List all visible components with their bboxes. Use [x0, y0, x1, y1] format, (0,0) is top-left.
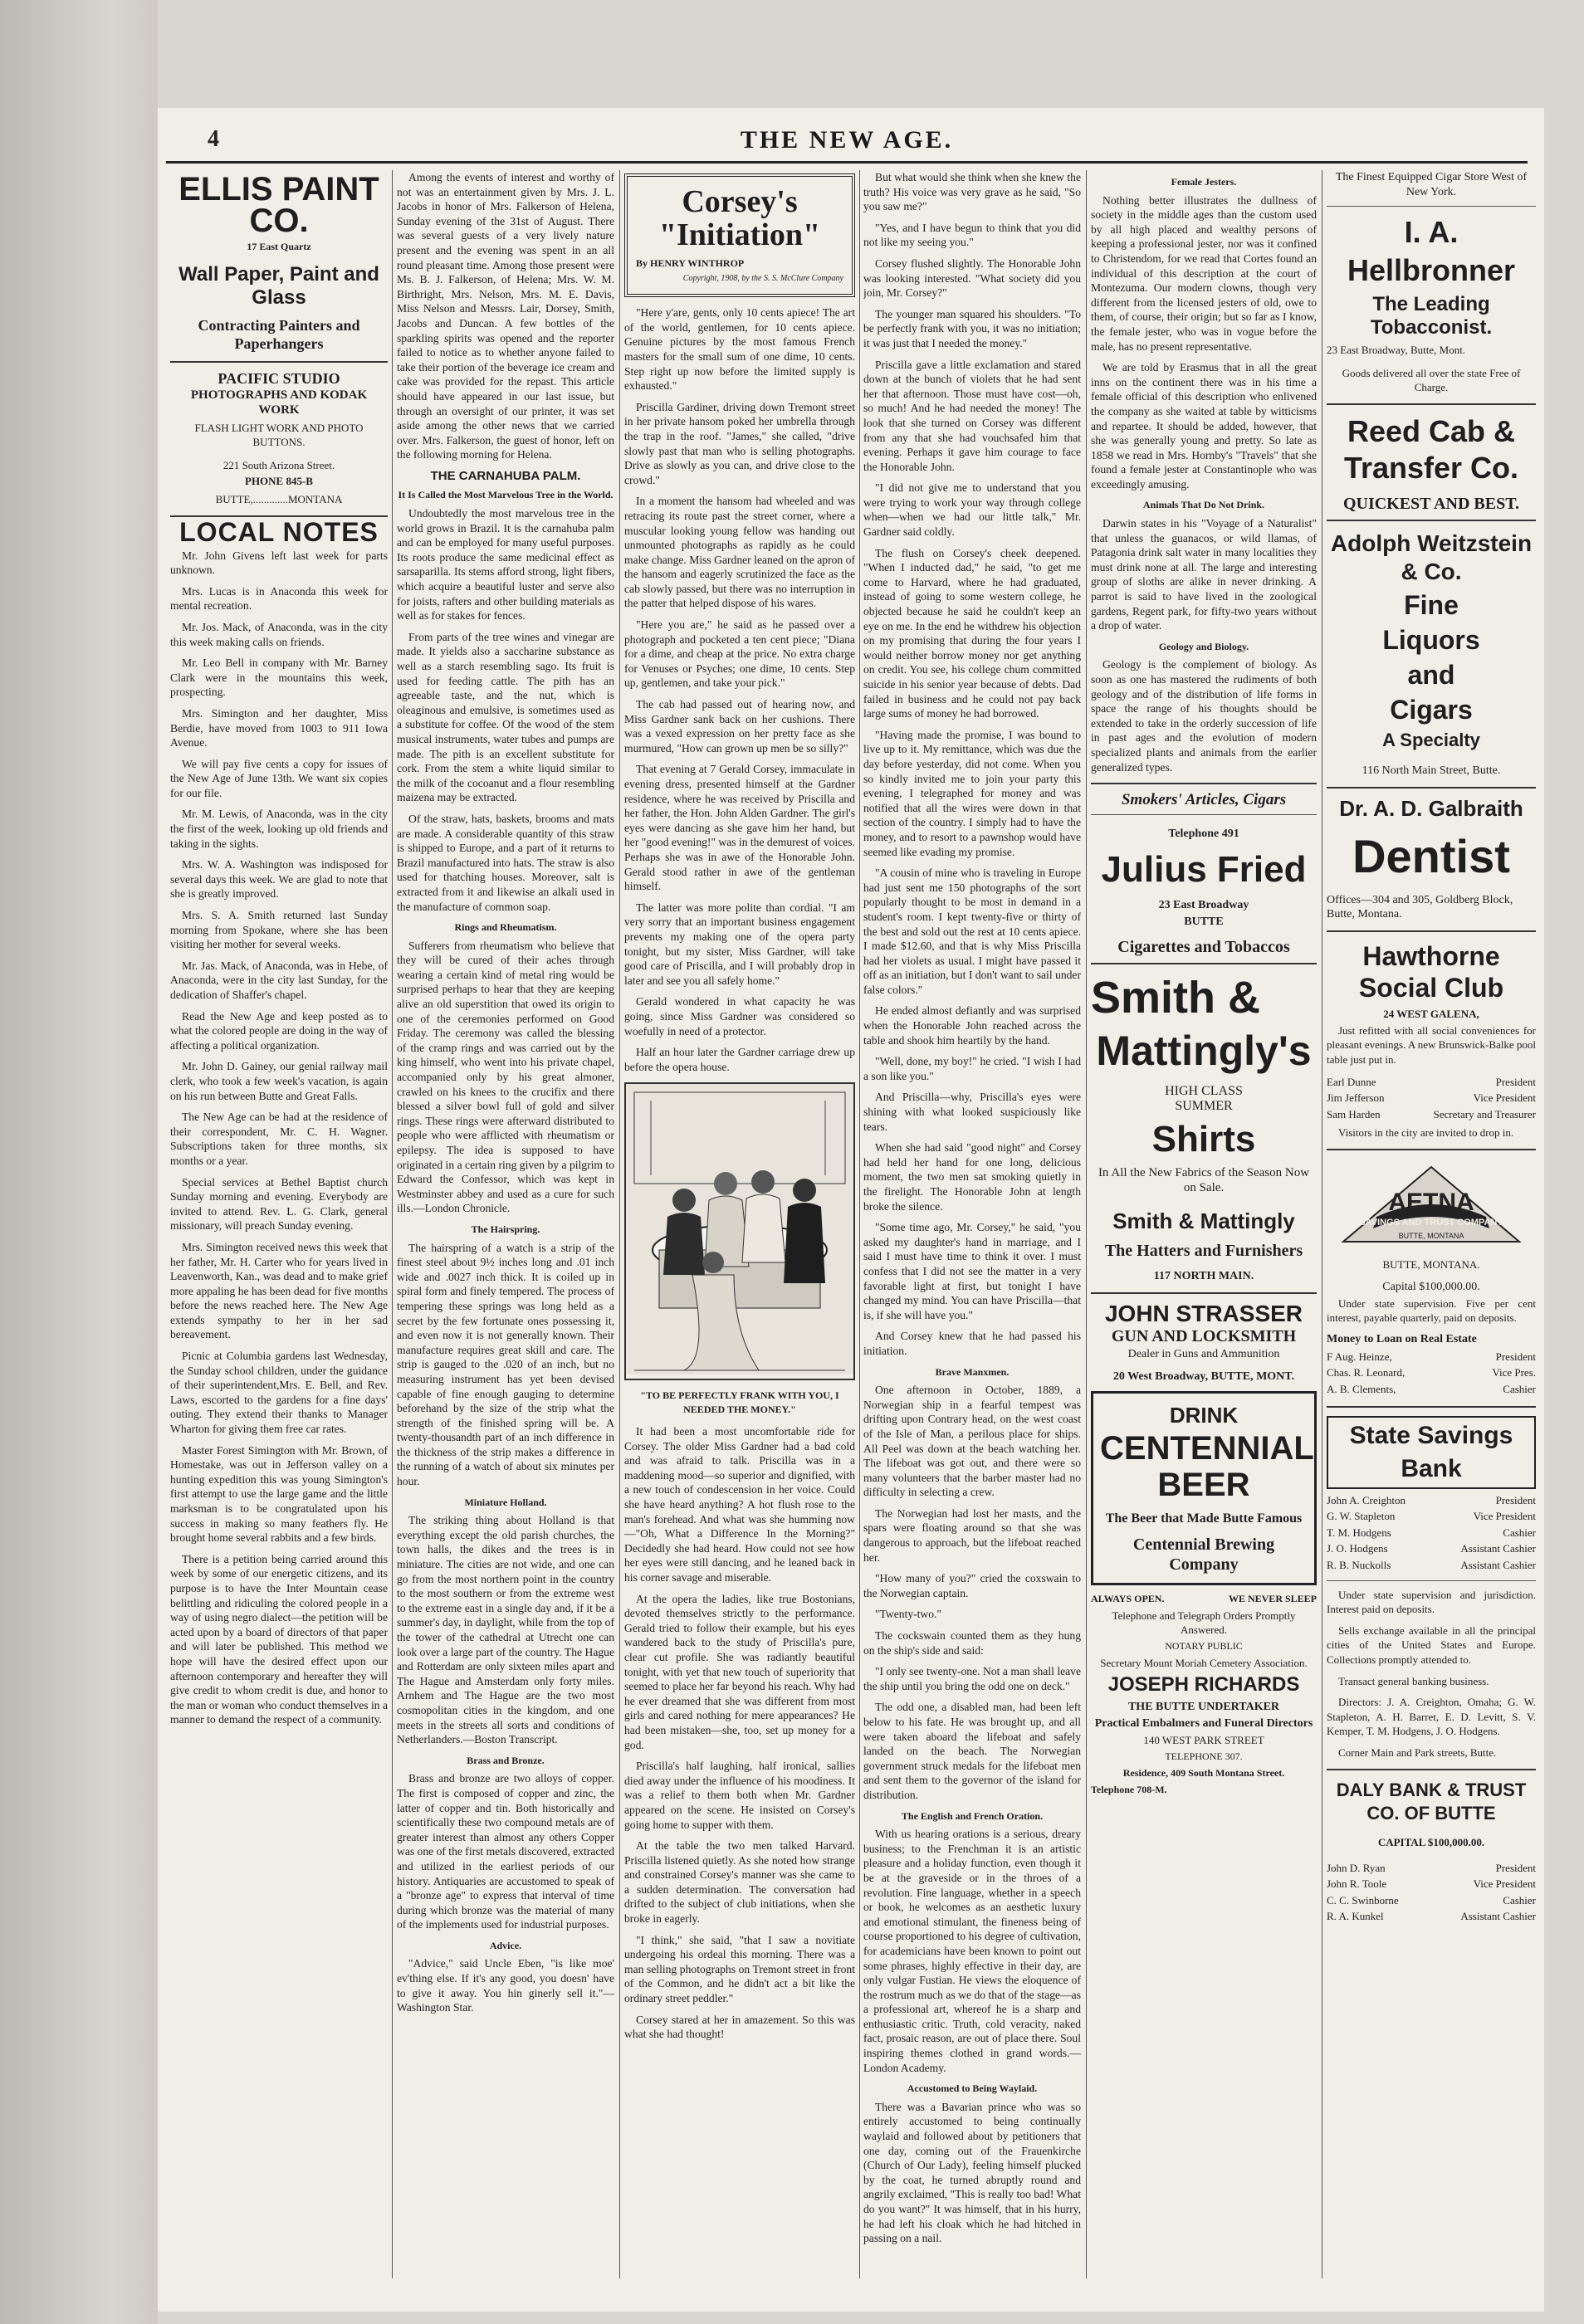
ad-line: Fine [1404, 589, 1459, 620]
aetna-trust-ad [1327, 1159, 1536, 1398]
paragraph: The cockswain counted them as they hung on the ship's side and said: [863, 1629, 1081, 1657]
paragraph: Undoubtedly the most marvelous tree in the world grows in Brazil. It is the carnahuba palm and can be employed for many useful purposes. Its roots produce the same medicinal effect as sarsaparilla. Its stems afford strong, light fibers, which acquire a beautiful luster and serve also for joists, rafters and other building materials as well as for stakes for fences. [397, 507, 614, 622]
daly-bank-ad [1327, 1779, 1536, 1925]
paragraph: Master Forest Simington with Mr. Brown, of Homestake, was out in Jefferson valley on a hunting expedition this was young Simington's first attempt to use the large game and the little marksman is to be congratulated upon his success in making so many feathers fly. He brought home several rabbits and a few birds. [170, 1443, 388, 1545]
copyright: Copyright, 1908, by the S. S. McClure Company [682, 273, 843, 283]
paragraph: Mr. Jas. Mack, of Anaconda, was in Hebe, of Anaconda, were in the city last Sunday, for the dedication of Shaffer's chapel. [170, 959, 388, 1001]
divider [1327, 1406, 1536, 1408]
ad-line: Goods delivered all over the state Free of Charge. [1342, 366, 1521, 394]
paragraph: Mr. John D. Gainey, our genial railway mail clerk, who took a few week's vacation, is again on his run between Butte and Great Falls. [170, 1060, 388, 1102]
paragraph: One afternoon in October, 1889, a Norwegian ship in a fearful tempest was drifting upon Contrary head, on the west coast of the Isle of Man, a perilous place for ships. All Peel was down at the beach watching her. The lifeboat was got out, and there were so many volunteers that the barber master had no difficulty in selecting a crew. [863, 1384, 1081, 1499]
ad-line: The Hatters and Furnishers [1104, 1241, 1303, 1260]
paragraph: Under state supervision and jurisdiction. Interest paid on deposits. [1327, 1588, 1536, 1616]
paragraph: When she had said "good night" and Corsey had held her hand for one long, delicious moment, the two men sat smoking quietly in the firelight. The Honorable John at length broke the silence. [863, 1141, 1081, 1213]
ad-line: Centennial Brewing Company [1132, 1536, 1275, 1575]
paragraph: That evening at 7 Gerald Corsey, immaculate in evening dress, presented himself at the Gardner residence, where he was received by Priscilla and her father, the Hon. John Alden Gardner. The girl's eyes were dancing as she gave him her hand, but her "good evening!" was in the demurest of voices. Perhaps she was in awe of the Honorable John. Gerald stood rather in awe of the gentleman himself. [624, 763, 855, 893]
ad-line: Wall Paper, Paint and Glass [178, 262, 379, 309]
binding-edge [0, 0, 158, 2324]
paragraph: Visitors in the city are invited to drop in. [1338, 1126, 1514, 1140]
ad-title: Smith & Mattingly [1112, 1208, 1295, 1233]
column-6 [1327, 170, 1536, 2307]
article-title: Advice. [489, 1939, 522, 1951]
ad-address: 17 East Quartz [247, 241, 311, 252]
ad-line: Dentist [1352, 829, 1510, 882]
logo-text: AETNA [1388, 1188, 1474, 1216]
officer-title: Cashier [1503, 1893, 1536, 1907]
paragraph: At the table the two men talked Harvard. Priscilla listened quietly. As she noted how strange and constrained Corsey's manner was she came to a sudden determination. The conversation had drifted to the subject of club initiations, when she broke in eagerly. [624, 1839, 855, 1926]
ad-title: JOSEPH RICHARDS [1107, 1673, 1300, 1697]
galbraith-ad [1327, 797, 1536, 922]
dinner-table-illustration [626, 1084, 853, 1374]
article-title: Brave Manxmen. [935, 1365, 1010, 1378]
state-savings-ad [1327, 1416, 1536, 1760]
paragraph: There was a Bavarian prince who was so entirely accustomed to being continually waylaid and followed about by petitioners that one day, coming out of the Frauenkirche (Church of Our Lady), feeling himself plucked by the coat, he turned abruptly round and angrily exclaimed, "This is really too bad! What do you want?" It was himself, that in his hurry, he had left his cloak which he had hitched in passing on a nail. [863, 2100, 1081, 2245]
reed-cab-ad [1327, 413, 1536, 511]
officer-row [1327, 1349, 1536, 1365]
paragraph: "Twenty-two." [875, 1608, 941, 1621]
local-notes-heading: LOCAL NOTES [179, 516, 379, 547]
ad-title: Smith & [1091, 973, 1261, 1023]
paragraph: The New Age can be had at the residence of their correspondent, Mr. C. H. Wagner. Subscriptions taken for three months, six months or a year. [170, 1111, 388, 1167]
paragraph: With us hearing orations is a serious, dreary business; to the Frenchman it is an artistic pleasure and a holiday function, even though it be at the graveside or in the throes of a revolution. Fine language, whether in a speech or book, he welcomes as an aesthetic luxury and emotional stimulant, the fineness being of course proportioned to his degree of cultivation, for academicians have been known to point out some phrases, highly effective in their day, are only vulgar Fustian. He views the eloquence of the rostrum much as we do that of the stage—as a professional art, whereof he is a sharp and enthusiastic critic. Truth, cold veracity, naked fact, prosaic reason, are out of place there. Soul inspiring themes clothed in grand words.—London Academy. [863, 1828, 1081, 2074]
weitzstein-ad [1327, 530, 1536, 779]
article-title: Brass and Bronze. [467, 1754, 545, 1766]
paragraph: The striking thing about Holland is that everything except the old parish churches, the town halls, the dikes and the trees is in miniature. The cities are not wide, and one can go from the most northern point in the country to the most southern or from the extreme west to the extreme east in a single day and, if it be a summer's day, in daylight, while from the top of the tower of the cathedral at Utrecht one can look over a large part of the country. The Hague and Rotterdam are only sixteen miles apart and The Hague and Amsterdam only forty miles. Arnhem and The Hague are the two most cosmopolitan cities in the kingdom, and one meets in the streets all sorts and conditions of Netherlanders.—Boston Transcript. [397, 1514, 614, 1746]
paragraph: And Priscilla—why, Priscilla's eyes were shining with what looked suspiciously like tears. [863, 1091, 1081, 1133]
ad-address: 23 East Broadway, Butte, Mont. [1327, 344, 1466, 357]
paragraph: The odd one, a disabled man, had been left below to his fate. He was brought up, and all were taken aboard the lifeboat and safely landed on the beach. The Norwegian government struck medals for the lifeboat men and sent them to the governor of the island for distribution. [863, 1701, 1081, 1801]
ad-line: Secretary Mount Moriah Cemetery Association. [1100, 1656, 1308, 1669]
paragraph: "Yes, and I have begun to think that you did not like my seeing you." [863, 221, 1081, 249]
officer-title: President [1495, 1861, 1536, 1874]
column-3 [624, 170, 855, 2307]
officer-name: Chas. R. Leonard, [1327, 1366, 1406, 1379]
officer-title: Assistant Cashier [1460, 1910, 1536, 1923]
paragraph: It had been a most uncomfortable ride for Corsey. The older Miss Gardner had a bad cold and was afraid to talk. Priscilla was in a maddening mood—so superior and dignified, with a new touch of condescension in her voice. Could she have heard anything? A hot flush rose to the man's forehead. And what was she humming now—"Oh, What a Difference In the Morning?" Decidedly she had heard. How could not see how her eyes were still dancing, and he leaned back in his corner savage and miserable. [624, 1425, 855, 1584]
ad-line: A Specialty [1382, 729, 1480, 750]
logo-text: SAVINGS AND TRUST COMPANY [1359, 1217, 1503, 1228]
ad-line: SUMMER [1175, 1098, 1233, 1113]
paragraph: Directors: J. A. Creighton, Omaha; G. W. Stapleton, A. H. Barret, E. D. Levitt, S. V. Kemper, T. M. Hodgens, J. O. Hodgens. [1327, 1696, 1536, 1738]
ad-shirts: Shirts [1151, 1119, 1256, 1160]
paragraph: Among the events of interest and worthy of not was an entertainment given by Mrs. J. L. Jacobs in honor of Mrs. Falkerson of Helena, Sunday evening of the 31st of August. There was several guests of a very lively nature present and the evening was spent in an all round pleasant time. Among those present were Ms. B. J. Falkerson, of Helena; Mrs. W. M. Birthright, Mrs. Nelson, Mrs. M. E. Davis, Miss Nelson and Messrs. Lair, Dorsey, Smith, Jacobs and Duncan. A few bottles of the sparkling spirits was opened and the reporter failed to notice as to whether anyone failed to take their portion of the beverage ice cream and cake was provided for the repast. This article should have appeared in our last issue, but through an oversight of our printer, it was set aside among the other news that we carried over. Mrs. Falkerson, the guest of honor, left on the following morning for Helena. [397, 171, 614, 461]
ad-address: 116 North Main Street, Butte. [1362, 764, 1501, 777]
ad-title: CENTENNIAL BEER [1100, 1430, 1314, 1504]
officer-row [1327, 1876, 1536, 1892]
article-title: Rings and Rheumatism. [454, 921, 557, 934]
paragraph: Mrs. W. A. Washington was indisposed for several days this week. We are glad to note that she is greatly improved. [170, 858, 388, 901]
column-1 [170, 170, 388, 2307]
paragraph: Under state supervision. Five per cent interest, payable quarterly, paid on deposits. [1327, 1296, 1536, 1325]
ad-title: Mattingly's [1096, 1028, 1312, 1075]
ad-line: Offices—304 and 305, Goldberg Block, Butte, Montana. [1327, 893, 1513, 921]
paragraph: Half an hour later the Gardner carriage drew up before the opera house. [624, 1046, 855, 1073]
pacific-studio-ad [170, 371, 388, 507]
officer-row [1327, 1892, 1536, 1909]
paragraph: Transact general banking business. [1338, 1674, 1489, 1687]
paragraph: "How many of you?" cried the coxswain to the Norwegian captain. [863, 1572, 1081, 1599]
ad-address: 24 WEST GALENA, [1383, 1007, 1479, 1020]
column-4 [863, 170, 1081, 2307]
paragraph: We are told by Erasmus that in all the great inns on the continent there was in his time a female official of this description who enlivened the company as she waited at table by witticisms and repartee. It should be added, however, that she was generally young and pretty. So late as 1858 we read in Mrs. Hornby's "Travels" that she found a female jester at Constantinople who was exceedingly amusing. [1091, 361, 1317, 491]
article-title: Female Jesters. [1171, 176, 1237, 188]
john-strasser-ad [1091, 1302, 1317, 1385]
officer-name: F Aug. Heinze, [1327, 1350, 1392, 1363]
paragraph: Read the New Age and keep posted as to what the colored people are doing in the way of affecting a political organization. [170, 1009, 388, 1052]
divider [1327, 403, 1536, 405]
divider [1327, 1769, 1536, 1770]
officer-row [1327, 1090, 1536, 1106]
officer-name: C. C. Swinborne [1327, 1893, 1399, 1907]
smith-mattingly-ad [1091, 973, 1317, 1283]
article-title: Accustomed to Being Waylaid. [907, 2082, 1038, 2095]
paragraph: Mrs. Simington and her daughter, Miss Berdie, have moved from 1003 to 911 Iowa Avenue. [170, 706, 388, 749]
paragraph: Of the straw, hats, baskets, brooms and mats are made. A considerable quantity of this straw is shipped to Europe, and a part of it returns to Brazil manufactured into hats. The straw is also used for thatching houses. Moreover, salt is extracted from it and likewise an alkali used in the manufacture of common soap. [397, 812, 614, 913]
paragraph: The cab had passed out of hearing now, and Miss Gardner sank back on her cushions. There was a vexed expression on her pretty face as she murmured, "How can grown up men be so silly?" [624, 698, 855, 754]
paragraph: Geology is the complement of biology. As soon as one has mastered the rudiments of both geology and of the distribution of life forms in space the range of his thoughts should be extended to take in the orderly succession of life in past ages and the evolution of modern specialized plants and animals from the earlier generalized types. [1091, 658, 1317, 774]
officer-name: G. W. Stapleton [1327, 1510, 1396, 1523]
paragraph: Corsey flushed slightly. The Honorable John was looking interested. "What society did you join, Mr. Corsey?" [863, 256, 1081, 300]
column-rule [859, 170, 860, 2278]
article-title: Animals That Do Not Drink. [1142, 499, 1265, 511]
ad-line: Capital $100,000.00. [1382, 1281, 1480, 1294]
officer-name: John R. Toole [1327, 1877, 1387, 1891]
officer-name: J. O. Hodgens [1327, 1542, 1388, 1555]
paragraph: But what would she think when she knew the truth? His voice was very grave as he said, "So you saw me?" [863, 171, 1081, 213]
officer-name: John A. Creighton [1327, 1493, 1406, 1506]
story-title: "Initiation" [658, 217, 821, 252]
officer-row [1327, 1525, 1536, 1541]
article-title: The Hairspring. [471, 1223, 540, 1235]
paragraph: "Here you are," he said as he passed over a photograph and pocketed a ten cent piece; "Diana for a dime, and cheap at the price. No extra charge for Venuses or Psyches; one dime, 10 cents. Step up, gentlemen, and take your pick." [624, 618, 855, 690]
officer-name: Jim Jefferson [1327, 1091, 1385, 1105]
article-title: The English and French Oration. [901, 1809, 1044, 1822]
ad-line: In All the New Fabrics of the Season Now on Sale. [1098, 1166, 1310, 1194]
ad-title: JOHN STRASSER [1104, 1300, 1303, 1326]
article-subtitle: It Is Called the Most Marvelous Tree in the World. [398, 489, 614, 501]
divider [1091, 814, 1317, 815]
divider [170, 361, 388, 363]
officer-row [1327, 1908, 1536, 1925]
column-5 [1091, 170, 1317, 2307]
ad-title: Reed Cab & Transfer Co. [1343, 413, 1519, 485]
officer-title: President [1495, 1350, 1536, 1363]
officer-name: R. B. Nuckolls [1327, 1559, 1391, 1572]
column-rule [1086, 170, 1087, 2278]
paragraph: Mr. Leo Bell in company with Mr. Barney Clark were in the mountains this week, prospecting. [170, 657, 388, 699]
ad-line: QUICKEST AND BEST. [1342, 494, 1520, 513]
joseph-richards-ad [1091, 1592, 1317, 1797]
byline: By HENRY WINTHROP [636, 257, 745, 269]
divider [1327, 520, 1536, 521]
ad-line: Liquors [1382, 624, 1480, 655]
article-title: THE CARNAHUBA PALM. [430, 468, 581, 483]
paragraph: Corner Main and Park streets, Butte. [1338, 1745, 1497, 1759]
officers-table [1327, 1492, 1536, 1574]
officers-table [1327, 1349, 1536, 1398]
ad-line: Telephone and Telegraph Orders Promptly Answered. [1112, 1609, 1296, 1637]
officer-title: Assistant Cashier [1460, 1559, 1536, 1572]
paragraph: Priscilla Gardiner, driving down Tremont street in her private hansom poked her umbrella through the trap in the roof. "James," she called, "drive slowly past that man who is selling photographs. Drive as slowly as you can, and drive close to the crowd." [624, 400, 855, 486]
header-rule [166, 161, 1528, 164]
paragraph: From parts of the tree wines and vinegar are made. It yields also a saccharine substance as well as a starch resembling sago. Its fruit is used for feeding cattle. The pith has an agreeable taste, and the nut, which is oleaginous and emulsive, is sometimes used as a substitute for coffee. Of the wood of the stem musical instruments, water tubes and pumps are made. The pith is an excellent substitute for cork. From the stem a white liquid similar to the milk of the cocoanut and a flour resembling maizena may be extracted. [397, 630, 614, 804]
ad-title: Dr. A. D. Galbraith [1339, 795, 1523, 821]
officer-name: R. A. Kunkel [1327, 1910, 1384, 1923]
ad-line: Cigarettes and Tobaccos [1117, 938, 1290, 957]
ad-line: Residence, 409 South Montana Street. [1122, 1767, 1285, 1780]
page-number: 4 [208, 126, 219, 152]
paragraph: At the opera the ladies, like true Bostonians, devoted themselves strictly to the performance. Gerald tried to follow their example, but his eyes wandered back to the study of Priscilla's pure, clear cut profile. She was radiantly beautiful tonight, with yet that new touch of superiority that seemed to place her far beyond his reach. Why had he ever dreamed that she was different from most girls and cared nothing for mere appearances? He had been mistaken—she, too, set up money for a god. [624, 1592, 855, 1751]
paragraph: "I only see twenty-one. Not a man shall leave the ship until you bring the odd one on deck." [863, 1665, 1081, 1692]
story-continuation [863, 170, 1081, 1359]
paragraph: The younger man squared his shoulders. "To be perfectly frank with you, it was no initiation; it was just that I needed the money." [863, 307, 1081, 349]
ad-line: FLASH LIGHT WORK AND PHOTO BUTTONS. [194, 421, 364, 449]
ad-phone: PHONE 845-B [245, 475, 313, 488]
ad-title: Julius Fried [1101, 849, 1307, 891]
paragraph: Priscilla's half laughing, half ironical, sallies died away under the influence of his moodiness. It was a relief to them both when Mr. Gardner appeared on the scene. He insisted on Corsey's going home to supper with them. [624, 1760, 855, 1831]
officer-title: Cashier [1503, 1383, 1536, 1396]
paragraph: Mr. John Givens left last week for parts unknown. [170, 549, 388, 577]
officer-row [1327, 1365, 1536, 1381]
officer-title: President [1495, 1493, 1536, 1506]
ad-line: CAPITAL $100,000.00. [1377, 1835, 1485, 1848]
column-2 [397, 170, 614, 2307]
divider [1091, 1292, 1317, 1294]
paragraph: "Some time ago, Mr. Corsey," he said, "you asked my daughter's hand in marriage, and I said I must have time to think it over. I must confess that I did not see the matter in a very favorable light at first, but tonight I have changed my mind. You can have Priscilla—that is, if she will have you." [863, 1221, 1081, 1321]
paragraph: Priscilla gave a little exclamation and stared down at the bunch of violets that he had sent her that afternoon. Those must have cost—oh, so much! And he had needed the money! The look that she turned on Corsey was different from any that she had vouchsafed him that evening. Perhaps it gave him courage to face the Honorable John. [863, 358, 1081, 473]
paragraph: "Advice," said Uncle Eben, "is like moe' ev'thing else. If it's any good, you doesn' have to give it away. You hin ginerly sell it."—Washington Star. [397, 1957, 614, 2014]
ad-title: ELLIS PAINT CO. [178, 171, 379, 239]
hawthorne-club-ad [1327, 940, 1536, 1140]
paragraph: Mrs. S. A. Smith returned last Sunday morning from Spokane, where she has been visiting her mother for several weeks. [170, 909, 388, 951]
paragraph: "Having made the promise, I was bound to live up to it. My remittance, which was due the day before yesterday, did not come. When you so kindly invited me to join your party this evening, I telegraphed for money and was notified that all the wires were down in that section of the country. I simply had to have the money, and to resort to a pawnshop would have seemed like evading my promise. [863, 728, 1081, 858]
paragraph: Picnic at Columbia gardens last Wednesday, the Sunday school children, under the guidance of their superintendent,Mrs. E. Bell, and Rev. Laws, escorted to the gardens for a fine days' outing. They extend their thanks to Manager Wharton for giving them free car rates. [170, 1350, 388, 1436]
ad-address: 20 West Broadway, BUTTE, MONT. [1112, 1370, 1295, 1384]
ad-line: DRINK [1169, 1403, 1239, 1428]
ad-title: DALY BANK & TRUST CO. OF BUTTE [1336, 1779, 1527, 1824]
ad-city: BUTTE,.............MONTANA [215, 493, 343, 506]
officer-row [1327, 1074, 1536, 1091]
officer-title: Vice President [1473, 1510, 1536, 1523]
officer-name: T. M. Hodgens [1327, 1526, 1391, 1539]
officer-title: Vice President [1473, 1877, 1536, 1891]
paragraph: In a moment the hansom had wheeled and was retracing its route past the street corner, where a muscular looking young fellow was handing out unmounted photographs as rapidly as he could make change. Miss Gardner leaned on the apron of the hansom and eagerly scrutinized the face as the cab slowly passed, but there was no interruption in the patter that helped dispose of his wares. [624, 495, 855, 610]
paragraph: "I think," she said, "that I saw a novitiate undergoing his ordeal this morning. There was a man selling photographs on Tremont street in front of the Common, and he didn't act a bit like the ordinary street peddler." [624, 1933, 855, 2005]
ad-title: I. A. Hellbronner [1347, 215, 1516, 288]
centennial-beer-ad [1091, 1391, 1317, 1585]
ad-address: 140 WEST PARK STREET [1143, 1734, 1264, 1747]
officer-name: John D. Ryan [1327, 1861, 1386, 1874]
hellbronner-ad [1327, 170, 1536, 395]
article-body [863, 1383, 1081, 1802]
ad-line: Contracting Painters and Paperhangers [198, 316, 360, 352]
ad-line: THE BUTTE UNDERTAKER [1127, 1701, 1280, 1714]
paragraph: Special services at Bethel Baptist church Sunday morning and evening. Everybody are invited to attend. Rev. L. G. Clark, general missionary, will preach Sunday evening. [170, 1175, 388, 1233]
ad-line: GUN AND LOCKSMITH [1111, 1326, 1297, 1345]
story-title-box [624, 173, 855, 297]
paragraph: "Well, done, my boy!" he cried. "I wish I had a son like you." [863, 1055, 1081, 1082]
article-title: Geology and Biology. [1158, 640, 1249, 652]
page-header [166, 126, 1528, 159]
ad-title: State Savings Bank [1327, 1416, 1536, 1489]
paragraph: He ended almost defiantly and was surprised when the Honorable John reached across the table and shook him heartily by the hand. [863, 1004, 1081, 1047]
divider [1327, 206, 1536, 207]
paragraph: Mr. M. Lewis, of Anaconda, was in the city the first of the week, looking up old friends and taking in the sights. [170, 808, 388, 850]
masthead: THE NEW AGE. [740, 126, 954, 154]
divider [1327, 787, 1536, 788]
article-title: Miniature Holland. [464, 1496, 547, 1508]
ad-address: 117 NORTH MAIN. [1153, 1269, 1254, 1282]
paragraph: The flush on Corsey's cheek deepened. "When I inducted dad," he said, "to get me come to Harvard, where he had graduated, instead of going to some western college, he objected because he said he couldn't keep an eye on me. In the end he withdrew his objection on my promising that during the four years I would neither borrow money nor get anything on credit. You see, his college chum committed suicide in his senior year because of debts. Dad failed in business and he could not pay back large sums of money he had borrowed. [863, 546, 1081, 720]
officer-title: Assistant Cashier [1460, 1542, 1536, 1555]
ad-line: The Finest Equipped Cigar Store West of New York. [1335, 171, 1528, 198]
paragraph: Darwin states in his "Voyage of a Naturalist" that unless the guanacos, or wild llamas, of Patagonia drink salt water in many localities they must drink none at all. The large and interesting group of sloths are alike in never drinking. A parrot is said to have lived in the zoological gardens, Regent park, for fifty-two years without a drop of water. [1091, 517, 1317, 632]
officer-row [1327, 1860, 1536, 1877]
ad-line: Cigars [1390, 694, 1473, 725]
officers-table [1327, 1860, 1536, 1925]
officers-table [1327, 1074, 1536, 1123]
local-notes-list [170, 549, 388, 1727]
officer-row [1327, 1381, 1536, 1398]
officer-row [1327, 1106, 1536, 1123]
paragraph: Gerald wondered in what capacity he was going, since Miss Gardner was considered so woefully in need of a protector. [624, 995, 855, 1038]
paragraph: Corsey stared at her in amazement. So this was what she had thought! [624, 2013, 855, 2041]
paragraph: The latter was more polite than cordial. "I am very sorry that an important business engagement prevents my making one of the opera party tonight, but my sister, Miss Gardner, will take good care of Priscilla, and I will probably drop in later and see you all safely home." [624, 901, 855, 987]
smokers-ad-title: Smokers' Articles, Cigars [1121, 791, 1287, 809]
paragraph: "I did not give me to understand that you were trying to work your way through college when—when we had our little talk," Mr. Gardner said coldly. [863, 481, 1081, 539]
officer-row [1327, 1492, 1536, 1509]
ad-line: The Beer that Made Butte Famous [1105, 1511, 1303, 1526]
paragraph: There is a petition being carried around this week by some of our energetic citizens, and its purpose is to have the Inter Mountain cease belittling and ridiculing the colored people in a way of using negro dialect—the petition will be acted upon by a board of directors of that paper and will later be published. This method we hope will have the desired effect upon our afternoon contemporary and hereafter they will give credit to whom credit is due, and honor to the man or woman who conduct themselves in a manner to demand the respect of a community. [170, 1552, 388, 1726]
story-illustration [624, 1082, 855, 1380]
logo-text: BUTTE, MONTANA [1398, 1231, 1464, 1240]
column-rule [392, 170, 393, 2278]
officer-title: Secretary and Treasurer [1433, 1107, 1536, 1120]
ad-line: HIGH CLASS [1165, 1084, 1243, 1099]
ad-line: and [1407, 659, 1455, 690]
officer-row [1327, 1508, 1536, 1525]
ellis-paint-ad [170, 173, 388, 353]
ad-line: The Leading Tobacconist. [1370, 293, 1493, 339]
julius-fried-ad [1091, 827, 1317, 957]
paragraph: The hairspring of a watch is a strip of the finest steel about 9½ inches long and .01 inch wide and .0027 inch thick. It is coiled up in spiral form and finely tempered. The process of tempering these springs was long held as a secret by the few fortunate ones possessing it, and even now it is not generally known. Their manufacture requires great skill and care. The strip is gauged to the .020 of an inch, but no measuring instrument has yet been devised capable of fine enough gauging to determine beforehand by the size of the strip what the strength of the finished spring will be. A twenty-thousandth part of an inch difference in the thickness of the strip makes a difference in the running of a watch of about six minutes per hour. [397, 1241, 614, 1488]
divider [1091, 783, 1317, 784]
officer-name: A. B. Clements, [1327, 1383, 1396, 1396]
divider [1327, 930, 1536, 932]
paragraph: Mr. Jos. Mack, of Anaconda, was in the city this week making calls on friends. [170, 620, 388, 648]
aetna-logo [1327, 1159, 1536, 1250]
officer-title: Vice President [1473, 1091, 1536, 1105]
ad-phone: Telephone 491 [1168, 828, 1239, 841]
ad-row [1091, 1592, 1317, 1607]
officer-name: Sam Harden [1327, 1107, 1381, 1120]
ad-line: PHOTOGRAPHS AND KODAK WORK [190, 388, 368, 417]
divider [1327, 1149, 1536, 1150]
ad-line: Money to Loan on Real Estate [1327, 1332, 1477, 1345]
paragraph: We will pay five cents a copy for issues of the New Age of June 13th. We want six copies for our file. [170, 757, 388, 799]
officer-title: Vice Pres. [1492, 1366, 1536, 1379]
ad-title: Adolph Weitzstein & Co. [1330, 530, 1533, 584]
paragraph: Brass and bronze are two alloys of copper. The first is composed of copper and zinc, the latter of copper and tin. Both historically and scientifically these two compound metals are of greater interest than almost any others Copper was one of the first metals discovered, extracted and utilized in the earliest periods of our history. Antiquaries are accustomed to speak of a "bronze age" to express that interval of time during which bronze was the material of many of the implements used for industrial purposes. [397, 1772, 614, 1931]
ad-line: 221 South Arizona Street. [222, 458, 335, 471]
paragraph: Mrs. Lucas is in Anaconda this week for mental recreation. [170, 584, 388, 613]
officer-row [1327, 1540, 1536, 1557]
ad-title: Hawthorne Social Club [1358, 940, 1504, 1003]
paragraph: Nothing better illustrates the dullness of society in the middle ages than the custom used by all high placed and wealthy persons of keeping a professional jester, nor was it confined to Christendom, for we read that Cortes found an individual of this description at the court of Montezuma. Our modern clowns, though very different from the licensed jesters of old, owe to them, of course, their origin; but so far as I know, the female jester, who was in vogue before the male, has no present representative. [1091, 193, 1317, 353]
ad-title: PACIFIC STUDIO [218, 369, 340, 387]
paragraph: "A cousin of mine who is traveling in Europe had just sent me 150 photographs of the sort popularly thought to be most in demand in a student's room. I kept twenty-five or thirty of the best and sold out the rest at 10 cents apiece. I made $12.60, and that is why Miss Priscilla had her violets as usual. I might have passed it off as an initiation, but I don't want to sail under false colors." [863, 867, 1081, 996]
divider [1091, 963, 1317, 964]
ad-line: WE NEVER SLEEP [1228, 1593, 1317, 1605]
paragraph: Just refitted with all social conveniences for pleasant evenings. A new Brunswick-Balke pool table just put in. [1327, 1023, 1536, 1066]
ad-phone: Telephone 708-M. [1091, 1784, 1167, 1796]
paragraph: Sufferers from rheumatism who believe that they will be cured of their aches through wearing a certain kind of metal ring would be surprised perhaps to hear that they are keeping alive an old superstition that owed its origin to one of the ceremonies performed on Good Friday. The ceremony was called the blessing of the cramp rings and was carried out by the king himself, who went into his private chapel, accompanied only by his great almoner, crawled on his knees to the crucifix and there blessed a silver bowl full of gold and silver rings. These rings were afterward distributed to people who were afflicted with rheumatism or epilepsy. The idea is supposed to have originated in a certain ring given by a pilgrim to Edward the Confessor, which was kept in Westminster abbey and used as a cure for such ills.—London Chronicle. [397, 939, 614, 1215]
ad-phone: TELEPHONE 307. [1165, 1750, 1243, 1762]
ad-city: BUTTE [1184, 915, 1224, 929]
paragraph: And Corsey knew that he had passed his initiation. [863, 1330, 1081, 1357]
ad-line: NOTARY PUBLIC [1165, 1639, 1243, 1652]
paragraph: Mrs. Simington received news this week that her father, Mr. H. Carter who for years lived in Leavenworth, Kan., was dead and to make grief more appaling he has been dead for five months before the news reached here. The New Age extends sympathy to her in her sad bereavement. [170, 1240, 388, 1341]
ad-line: Practical Embalmers and Funeral Directors [1094, 1717, 1313, 1731]
ad-address: 23 East Broadway [1158, 899, 1249, 912]
ad-line: Dealer in Guns and Ammunition [1127, 1347, 1280, 1360]
paragraph: Sells exchange available in all the principal cities of the United States and Europe. Collections promptly attended to. [1327, 1623, 1536, 1666]
story-title: Corsey's [682, 184, 798, 219]
ad-line: ALWAYS OPEN. [1091, 1593, 1165, 1605]
officer-row [1327, 1557, 1536, 1574]
ad-city: BUTTE, MONTANA. [1382, 1257, 1480, 1271]
officer-title: President [1495, 1075, 1536, 1088]
officer-name: Earl Dunne [1327, 1075, 1376, 1088]
paragraph: The Norwegian had lost her masts, and the spars were floating around so that she was dangerous to approach, but the lifeboat reached her. [863, 1506, 1081, 1564]
illustration-caption: "TO BE PERFECTLY FRANK WITH YOU, I NEEDED THE MONEY." [640, 1389, 839, 1416]
officer-title: Cashier [1503, 1526, 1536, 1539]
paragraph: "Here y'are, gents, only 10 cents apiece! The art of the world, gentlemen, for 10 cents apiece. Genuine pictures by the most famous French masters for the small sum of one dime, 10 cents. Step right up now before the limited supply is exhausted." [624, 306, 855, 393]
column-rule [619, 170, 620, 2278]
divider [1327, 1580, 1536, 1581]
